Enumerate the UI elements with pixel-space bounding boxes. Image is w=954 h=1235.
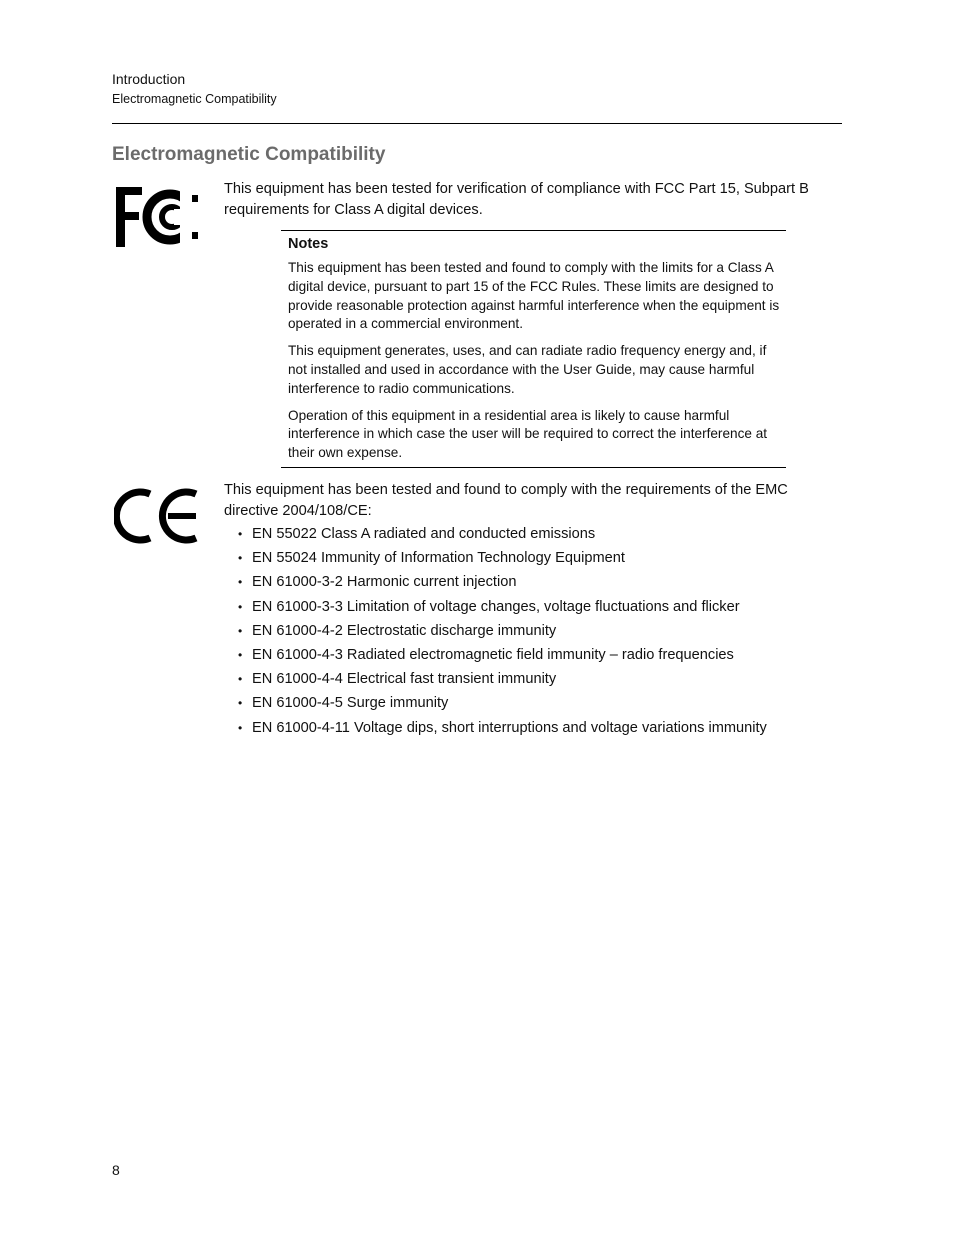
- bullet-icon: •: [238, 720, 243, 735]
- fcc-logo-icon: [114, 185, 202, 249]
- list-item: [224, 643, 767, 667]
- bullet-icon: •: [238, 551, 243, 566]
- list-item: [224, 546, 767, 570]
- notes-box: [281, 230, 786, 468]
- list-item-text: EN 61000-4-3 Radiated electromagnetic field immunity – radio frequencies: [252, 646, 734, 663]
- list-item-text: EN 61000-3-2 Harmonic current injection: [252, 574, 517, 591]
- fcc-statement: This equipment has been tested for verification of compliance with FCC Part 15, Subpart B requirements for Class A digital devices.: [224, 181, 809, 218]
- bullet-icon: •: [238, 623, 243, 638]
- list-item: [224, 595, 767, 619]
- ce-standards-list: [224, 522, 767, 740]
- bullet-icon: •: [238, 527, 243, 541]
- bullet-icon: •: [238, 672, 243, 687]
- bullet-icon: •: [238, 575, 243, 590]
- notes-title: Notes: [288, 236, 329, 252]
- header-rule: [112, 123, 842, 124]
- ce-statement: This equipment has been tested and found to comply with the requirements of the EMC directive 2004/108/CE:: [224, 482, 788, 519]
- list-item-text: EN 61000-4-4 Electrical fast transient immunity: [252, 671, 557, 688]
- note-paragraph: This equipment has been tested and found to comply with the limits for a Class A digital device, pursuant to part 15 of the FCC Rules. These limits are designed to provide reasonable protection against harmful interference when the equipment is operated in a commercial environment.: [288, 260, 780, 332]
- section-title: Electromagnetic Compatibility: [112, 144, 386, 165]
- header-section: Electromagnetic Compatibility: [112, 92, 277, 106]
- list-item: [224, 619, 767, 643]
- list-item: [224, 522, 767, 546]
- note-paragraph: Operation of this equipment in a residential area is likely to cause harmful interference in which case the user will be required to correct the interference at their own expense.: [288, 407, 768, 461]
- list-item-text: EN 61000-4-2 Electrostatic discharge immunity: [252, 622, 557, 639]
- list-item-text: EN 61000-3-3 Limitation of voltage changes, voltage fluctuations and flicker: [252, 598, 740, 615]
- list-item-text: EN 61000-4-5 Surge immunity: [252, 695, 449, 712]
- bullet-icon: •: [238, 647, 243, 662]
- bullet-icon: •: [238, 599, 243, 614]
- list-item: [224, 691, 767, 715]
- note-paragraph: This equipment generates, uses, and can radiate radio frequency energy and, if not installed and used in accordance with the User Guide, may cause harmful interference to radio communications.: [288, 343, 767, 396]
- list-item: [224, 667, 767, 691]
- list-item-text: EN 55024 Immunity of Information Technology Equipment: [252, 550, 625, 567]
- ce-mark-icon: [114, 486, 200, 546]
- list-item-text: EN 55022 Class A radiated and conducted emissions: [252, 526, 596, 542]
- list-item: [224, 716, 767, 740]
- list-item: [224, 570, 767, 594]
- page-number: 8: [112, 1162, 120, 1178]
- list-item-text: EN 61000-4-11 Voltage dips, short interruptions and voltage variations immunity: [252, 719, 767, 736]
- bullet-icon: •: [238, 696, 243, 711]
- header-chapter: Introduction: [112, 71, 186, 87]
